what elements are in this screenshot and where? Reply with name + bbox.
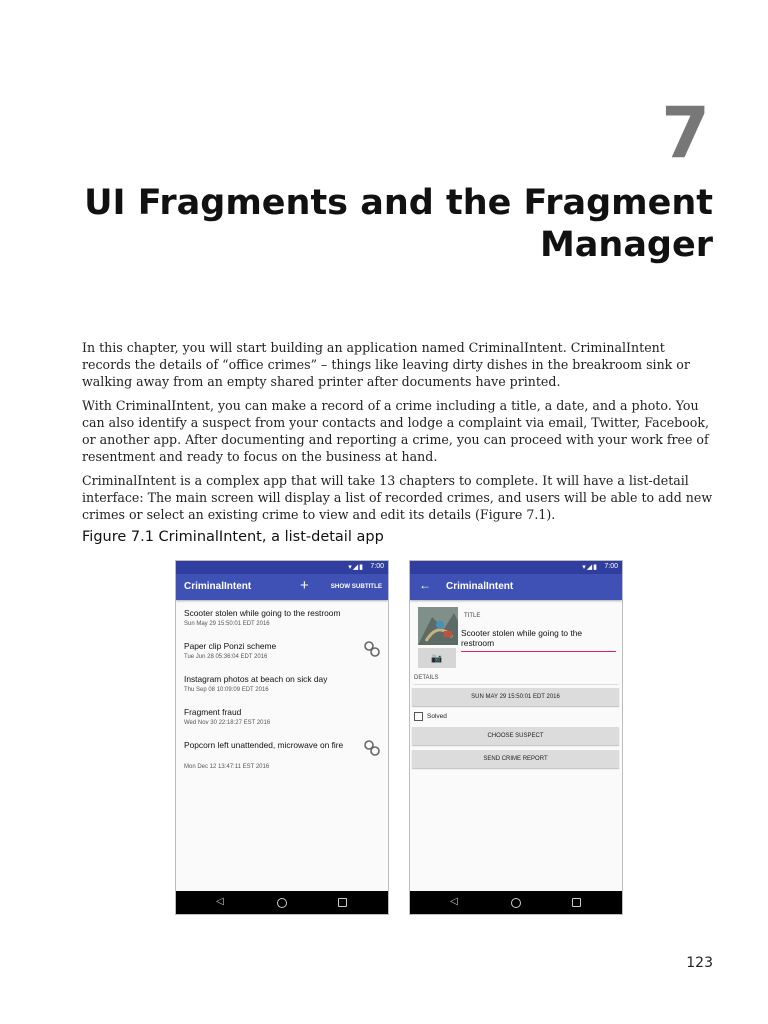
show-subtitle-button[interactable]: SHOW SUBTITLE — [330, 583, 382, 590]
list-item[interactable] — [176, 667, 388, 700]
paragraph: In this chapter, you will start building an application named CriminalIntent. CriminalIntent records the details of “office crimes” – things like leaving dirty dishes in the breakroom sink or walking away from an empty shared printer after documents have printed. — [82, 340, 690, 389]
status-icons: ▾◢▮ — [348, 564, 364, 571]
solved-checkbox[interactable] — [414, 712, 423, 721]
list-item[interactable] — [176, 700, 388, 733]
camera-button[interactable] — [418, 648, 456, 668]
crime-title: Popcorn left unattended, microwave on fire — [184, 740, 344, 750]
crime-title: Fragment fraud — [184, 707, 242, 717]
app-title: CriminalIntent — [446, 581, 514, 592]
date-button[interactable]: SUN MAY 29 15:50:01 EDT 2016 — [412, 688, 619, 706]
navigation-bar — [410, 891, 622, 914]
send-crime-report-button[interactable]: SEND CRIME REPORT — [412, 750, 619, 768]
paragraph: CriminalIntent is a complex app that will take 13 chapters to complete. It will have a list-detail interface: The main screen will display a list of recorded crimes, and users will be able to add new crimes or select an existing crime to view and edit its details (Figure 7.1). — [82, 473, 713, 522]
nav-back-icon[interactable]: ◁ — [450, 896, 458, 907]
list-item[interactable] — [176, 601, 388, 634]
nav-recents-icon[interactable] — [338, 898, 347, 907]
nav-back-icon[interactable]: ◁ — [216, 896, 224, 907]
crime-date: Mon Dec 12 13:47:11 EST 2016 — [184, 764, 270, 770]
chapter-number: 7 — [661, 92, 710, 174]
title-field[interactable]: Scooter stolen while going to the restroom — [461, 628, 616, 652]
body-text — [82, 339, 714, 530]
crime-title: Paper clip Ponzi scheme — [184, 641, 277, 651]
nav-home-icon[interactable] — [511, 898, 521, 908]
status-bar — [176, 561, 388, 574]
page-number: 123 — [686, 955, 713, 971]
nav-home-icon[interactable] — [277, 898, 287, 908]
choose-suspect-button[interactable]: CHOOSE SUSPECT — [412, 727, 619, 745]
status-icons: ▾◢▮ — [582, 564, 598, 571]
details-label: DETAILS — [414, 675, 439, 681]
solved-row[interactable] — [414, 712, 447, 721]
crime-date: Sun May 29 15:50:01 EDT 2016 — [184, 621, 270, 627]
crime-date: Wed Nov 30 22:18:27 EST 2016 — [184, 720, 271, 726]
camera-icon: 📷 — [431, 653, 443, 663]
list-item[interactable] — [176, 733, 388, 777]
toolbar — [410, 574, 622, 600]
crime-list — [176, 601, 388, 777]
crime-title: Instagram photos at beach on sick day — [184, 674, 328, 684]
chapter-title-line2: Manager — [539, 225, 713, 265]
photo-image — [418, 607, 458, 645]
phone-detail-screen — [409, 560, 623, 915]
crime-date: Tue Jun 28 05:36:04 EDT 2016 — [184, 654, 268, 660]
handcuffs-icon — [362, 738, 382, 758]
status-time: 7:00 — [370, 563, 384, 570]
title-label: TITLE — [464, 613, 481, 619]
handcuffs-icon — [362, 639, 382, 659]
figure-caption: Figure 7.1 CriminalIntent, a list-detail app — [82, 529, 384, 545]
status-bar — [410, 561, 622, 574]
solved-label: Solved — [427, 713, 447, 721]
navigation-bar — [176, 891, 388, 914]
status-time: 7:00 — [604, 563, 618, 570]
chapter-title-line1: UI Fragments and the Fragment — [84, 183, 713, 223]
crime-date: Thu Sep 08 10:09:09 EDT 2016 — [184, 687, 269, 693]
crime-title: Scooter stolen while going to the restroom — [184, 608, 341, 618]
chapter-title — [73, 182, 713, 266]
nav-recents-icon[interactable] — [572, 898, 581, 907]
back-arrow-icon[interactable]: ← — [419, 578, 431, 592]
app-title: CriminalIntent — [184, 581, 252, 592]
crime-photo — [418, 607, 458, 645]
plus-icon[interactable]: + — [300, 577, 309, 594]
details-divider — [414, 684, 618, 685]
toolbar — [176, 574, 388, 600]
phone-list-screen — [175, 560, 389, 915]
paragraph: With CriminalIntent, you can make a record of a crime including a title, a date, and a photo. You can also identify a suspect from your contacts and lodge a complaint via email, Twitter, Facebook, or another app. After documenting and reporting a crime, you can proceed with your work free of resentment and ready to focus on the business at hand. — [82, 398, 710, 464]
list-item[interactable] — [176, 634, 388, 667]
